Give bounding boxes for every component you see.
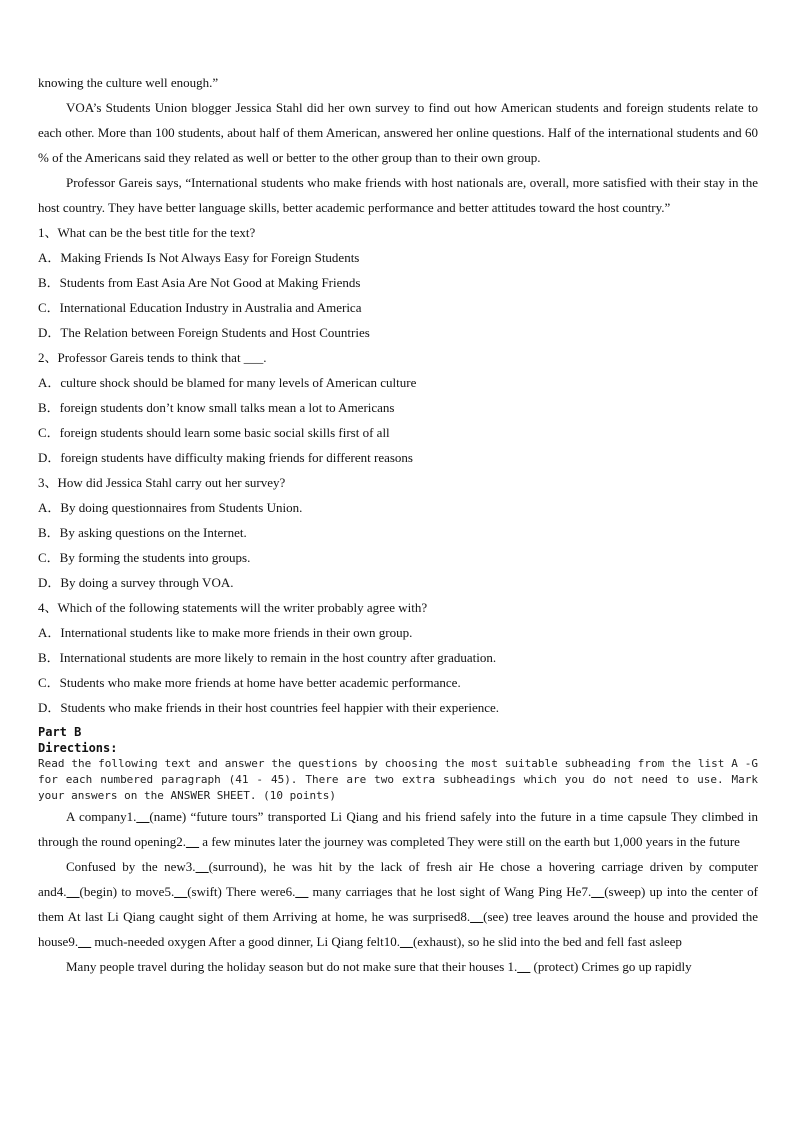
cloze-paragraph-2 (38, 854, 758, 954)
cloze-text: (protect) Crimes go up rapidly (530, 959, 692, 974)
option-b: B．foreign students don’t know small talks mean a lot to Americans (38, 400, 395, 415)
option-c: C．Students who make more friends at home have better academic performance. (38, 675, 461, 690)
cloze-text: much-needed oxygen After a good dinner, Li Qiang felt10. (91, 934, 400, 949)
cloze-text: (see) tree leaves around the house and provided the house9. (38, 909, 758, 949)
option-d: D．Students who make friends in their host countries feel happier with their experience. (38, 700, 500, 715)
question-stem: 4、Which of the following statements will the writer probably agree with? (38, 600, 428, 615)
question-stem: 1、What can be the best title for the text? (38, 225, 256, 240)
option-a: A．Making Friends Is Not Always Easy for Foreign Students (38, 250, 360, 265)
blank-2: __ (186, 834, 200, 849)
question-3 (38, 470, 758, 595)
cloze-text: a few minutes later the journey was completed They were still on the earth but 1,000 years in the future (199, 834, 740, 849)
cloze-text: (surround), he was hit by the lack of fresh air He chose a hovering carriage driven by computer and4. (38, 859, 758, 899)
cloze-text: (exhaust), so he slid into the bed and fell fast asleep (412, 934, 682, 949)
directions-text: Read the following text and answer the questions by choosing the most suitable subheading from the list A -G for each numbered paragraph (41 - 45). There are two extra subheadings which you do not need to use. Mark your answers on the ANSWER SHEET. (10 points) (38, 757, 758, 802)
question-4 (38, 595, 758, 720)
option-c: C．foreign students should learn some basic social skills first of all (38, 425, 390, 440)
blank-3: __ (195, 859, 209, 874)
blank-4: __ (66, 884, 80, 899)
option-b: B．Students from East Asia Are Not Good at Making Friends (38, 275, 361, 290)
option-c: C．International Education Industry in Australia and America (38, 300, 362, 315)
cloze-text: (name) “future tours” transported Li Qiang and his friend safely into the future in a time capsule They climbed in through the round opening2. (38, 809, 759, 849)
cloze-text: (begin) to move5. (79, 884, 175, 899)
question-stem: 3、How did Jessica Stahl carry out her survey? (38, 475, 286, 490)
blank-8: __ (470, 909, 484, 924)
option-a: A．culture shock should be blamed for many levels of American culture (38, 375, 417, 390)
option-d: D．foreign students have difficulty making friends for different reasons (38, 450, 413, 465)
blank-1: __ (517, 959, 531, 974)
option-b: B．International students are more likely to remain in the host country after graduation. (38, 650, 497, 665)
option-d: D．The Relation between Foreign Students and Host Countries (38, 325, 370, 340)
question-2 (38, 345, 758, 470)
option-a: A．By doing questionnaires from Students Union. (38, 500, 303, 515)
option-d: D．By doing a survey through VOA. (38, 575, 234, 590)
document-page (38, 70, 758, 979)
option-a: A．International students like to make more friends in their own group. (38, 625, 413, 640)
option-b: B．By asking questions on the Internet. (38, 525, 247, 540)
cloze-text: (swift) There were6. (187, 884, 296, 899)
passage-continuation: knowing the culture well enough.” (38, 75, 219, 90)
question-stem: 2、Professor Gareis tends to think that ___. (38, 350, 267, 365)
blank-1: __ (136, 809, 150, 824)
cloze-paragraph-1 (38, 804, 758, 854)
passage-gareis-paragraph: Professor Gareis says, “International students who make friends with host nationals are, overall, more satisfied with their stay in the host country. They have better language skills, better academic performance and better attitudes toward the host country.” (38, 175, 758, 215)
cloze-text: many carriages that he lost sight of Wang Ping He7. (308, 884, 592, 899)
blank-5: __ (174, 884, 188, 899)
directions-label: Directions: (38, 741, 118, 755)
cloze-paragraph-3 (38, 954, 758, 979)
cloze-text: (sweep) up into the center of them At last Li Qiang caught sight of them Arriving at home, he was surprised8. (38, 884, 758, 924)
blank-6: __ (295, 884, 309, 899)
passage-survey-paragraph: VOA’s Students Union blogger Jessica Stahl did her own survey to find out how American students and foreign students relate to each other. More than 100 students, about half of them American, answered her online questions. Half of the international students and 60 % of the Americans said they related as well or better to the other group than to their own group. (38, 100, 758, 165)
blank-10: __ (399, 934, 413, 949)
cloze-text: Confused by the new3. (66, 859, 196, 874)
cloze-text: A company1. (66, 809, 137, 824)
blank-7: __ (591, 884, 605, 899)
option-c: C．By forming the students into groups. (38, 550, 251, 565)
blank-9: __ (78, 934, 92, 949)
cloze-text: Many people travel during the holiday season but do not make sure that their houses 1. (66, 959, 518, 974)
question-1 (38, 220, 758, 345)
part-b-title: Part B (38, 725, 82, 739)
